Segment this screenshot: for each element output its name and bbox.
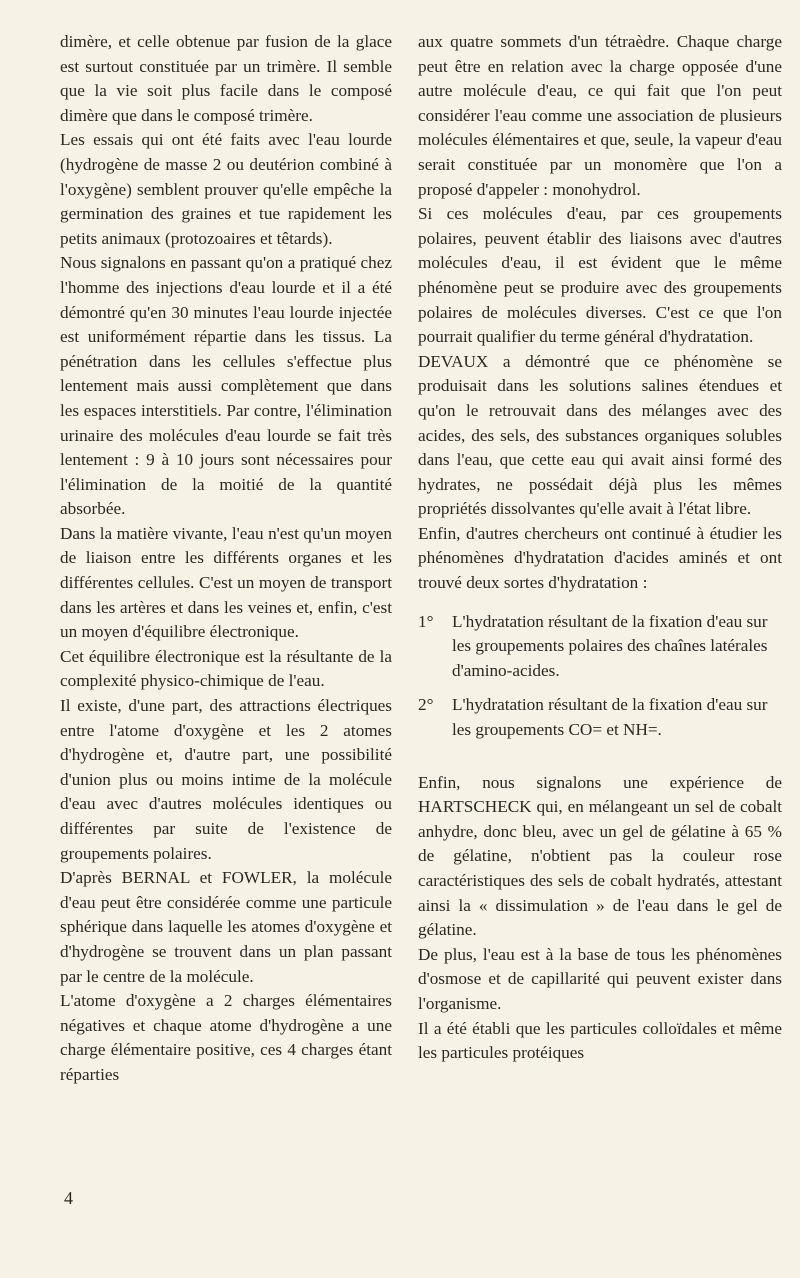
spacer	[418, 753, 782, 771]
paragraph: Nous signalons en passant qu'on a pratiqué chez l'homme des injections d'eau lourde et il a été démontré qu'en 30 minutes l'eau lourde injectée est uniformément répartie dans les tissus. La pénétration dans les cellules s'effectue plus lentement mais aussi complètement que dans les espaces interstitiels. Par contre, l'élimination urinaire des molécules d'eau lourde se fait très lentement : 9 à 10 jours sont nécessaires pour l'élimination de la moitié de la quantité absorbée.	[60, 253, 392, 519]
list-item-text: L'hydratation résultant de la fixation d'eau sur les groupements polaires des chaînes latérales d'amino-acides.	[452, 611, 768, 680]
list-item	[418, 610, 782, 684]
paragraph: Enfin, nous signalons une expérience de HARTSCHECK qui, en mélangeant un sel de cobalt anhydre, donc bleu, avec un gel de gélatine à 65 % de gélatine, n'obtient pas la couleur rose caractéristiques des sels de cobalt hydratés, attestant ainsi la « dissimulation » de l'eau dans le gel de gélatine.	[418, 772, 782, 940]
page-number: 4	[64, 1188, 73, 1208]
list-item	[418, 693, 782, 742]
list-item-number: 1°	[418, 611, 434, 631]
left-column	[60, 30, 392, 1088]
paragraph: Il a été établi que les particules colloïdales et même les particules protéiques	[418, 1018, 782, 1063]
paragraph: DEVAUX a démontré que ce phénomène se produisait dans les solutions salines étendues et qu'on le retrouvait dans des mélanges avec des acides, des sels, des substances organiques solubles dans l'eau, que cette eau qui avait ainsi formé des hydrates, ne possédait déjà plus les mêmes propriétés dissolvantes qu'elle avait à l'état libre.	[418, 351, 782, 519]
paragraph: Si ces molécules d'eau, par ces groupements polaires, peuvent établir des liaisons avec d'autres molécules d'eau, il est évident que le même phénomène peut se produire avec des groupements polaires de molécules diverses. C'est ce que l'on pourrait qualifier du terme général d'hydratation.	[418, 204, 782, 347]
paragraph: Il existe, d'une part, des attractions électriques entre l'atome d'oxygène et les 2 atomes d'hydrogène et, d'autre part, une possibilité d'union plus ou moins intime de la molécule d'eau avec d'autres molécules identiques ou différentes par suite de l'existence de groupements polaires.	[60, 696, 392, 863]
paragraph: Dans la matière vivante, l'eau n'est qu'un moyen de liaison entre les différents organes et les différentes cellules. C'est un moyen de transport dans les artères et dans les veines et, enfin, c'est un moyen d'équilibre électronique.	[60, 523, 392, 642]
paragraph: Enfin, d'autres chercheurs ont continué à étudier les phénomènes d'hydratation d'acides aminés et ont trouvé deux sortes d'hydratation :	[418, 523, 782, 593]
list-item-text: L'hydratation résultant de la fixation d'eau sur les groupements CO= et NH=.	[452, 695, 768, 740]
paragraph: L'atome d'oxygène a 2 charges élémentaires négatives et chaque atome d'hydrogène a une charge élémentaire positive, ces 4 charges étant réparties	[60, 991, 392, 1084]
paragraph: De plus, l'eau est à la base de tous les phénomènes d'osmose et de capillarité qui peuvent exister dans l'organisme.	[418, 944, 782, 1013]
paragraph: D'après BERNAL et FOWLER, la molécule d'eau peut être considérée comme une particule sphérique dans laquelle les atomes d'oxygène et d'hydrogène se trouvent dans un plan passant par le centre de la molécule.	[60, 868, 392, 986]
list-item-number: 2°	[418, 695, 434, 715]
hydration-list	[418, 610, 782, 743]
paragraph: Cet équilibre électronique est la résultante de la complexité physico-chimique de l'eau.	[60, 646, 392, 691]
paragraph: dimère, et celle obtenue par fusion de la glace est surtout constituée par un trimère. Il semble que la vie soit plus facile dans le composé dimère que dans le composé trimère.	[60, 32, 392, 125]
paragraph: Les essais qui ont été faits avec l'eau lourde (hydrogène de masse 2 ou deutérion combiné à l'oxygène) semblent prouver qu'elle empêche la germination des graines et tue rapidement les petits animaux (protozoaires et têtards).	[60, 130, 392, 248]
paragraph: aux quatre sommets d'un tétraèdre. Chaque charge peut être en relation avec la charge opposée d'une autre molécule d'eau, ce qui fait que l'on peut considérer l'eau comme une association de plusieurs molécules élémentaires et que, seule, la vapeur d'eau serait constituée par un monomère que l'on a proposé d'appeler : monohydrol.	[418, 32, 782, 199]
right-column	[418, 30, 782, 1066]
